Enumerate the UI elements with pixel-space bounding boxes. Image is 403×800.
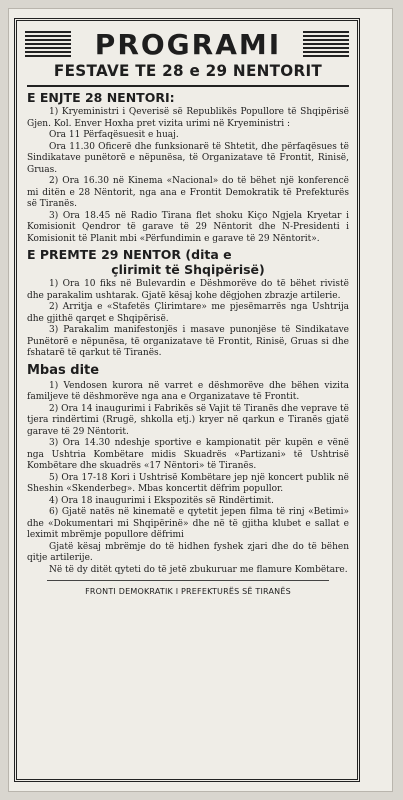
day1-heading: E ENJTE 28 NENTORI: — [27, 90, 175, 105]
day1-item-5: 3) Ora 18.45 në Radio Tirana flet shoku Kiço Ngjela Kryetar i Komisionit Qendror të garave të 29 Nëntorit dhe N-Presidenti i Komisionit të Planit mbi «Përfundimin e garave të 29 Nëntorit». — [27, 210, 349, 244]
day2-heading-line1: E PREMTE 29 NENTOR (dita e — [27, 247, 232, 262]
day1-item-1: 1) Kryeministri i Qeverisë së Republikës Popullore të Shqipërisë Gjen. Kol. Enver Hoxha pret vizita urimi në Kryeministri : — [27, 107, 349, 129]
divider — [27, 85, 349, 87]
afternoon-item-1: 1) Vendosen kurora në varret e dëshmorëve dhe bëhen vizita familjeve të dëshmorëve nga ana e Organizatave të Frontit. — [27, 380, 349, 402]
program-subtitle: FESTAVE TE 28 e 29 NENTORIT — [53, 61, 323, 80]
program-frame — [14, 18, 360, 782]
day1-item-4: 2) Ora 16.30 në Kinema «Nacional» do të bëhet një konferencë mi ditën e 28 Nëntorit, nga ana e Frontit Demokratik të Prefekturës së Tiranës. — [27, 176, 349, 209]
afternoon-item-8: Në të dy ditët qyteti do të jetë zbukuruar me flamure Kombëtare. — [49, 564, 348, 575]
decorative-hatch-right — [303, 31, 349, 57]
program-title: PROGRAMI — [94, 28, 282, 61]
decorative-hatch-left — [25, 31, 71, 57]
day2-item-2: 2) Arritja e «Stafetës Çlirimtare» me pjesëmarrës nga Ushtrija dhe gjithë qarqet e Shqipërisë. — [27, 302, 349, 324]
footer-rule — [47, 580, 329, 581]
day1-item-3: Ora 11.30 Oficerë dhe funksionarë të Shtetit, dhe përfaqësues të Sindikatave punëtorë e nëpunësa, të Organizatave të Frontit, Rinisë, Gruas. — [27, 141, 349, 175]
day2-item-3: 3) Parakalim manifestonjës i masave punonjëse të Sindikatave Punëtorë e nëpunësa, të organizatave të Frontit, Rinisë, Gruas si dhe fshatarë të qarkut të Tiranës. — [27, 325, 349, 358]
day1-item-2: Ora 11 Përfaqësuesit e huaj. — [49, 130, 179, 140]
day2-heading — [27, 247, 349, 277]
afternoon-item-5: 4) Ora 18 inaugurimi i Ekspozitës së Rindërtimit. — [49, 495, 274, 506]
afternoon-item-6: 6) Gjatë natës në kinematë e qytetit jepen filma të rinj «Betimi» dhe «Dokumentari mi Shqipërinë» dhe në të gjitha klubet e sallat e leximit mbrëmje popullore dëfrimi — [27, 507, 349, 540]
afternoon-item-2: 2) Ora 14 inaugurimi i Fabrikës së Vajit të Tiranës dhe veprave të tjera rindërtimi (Rrugë, shkolla etj.) kryer në qarkun e Tiranës gjatë garave të 29 Nëntorit. — [27, 403, 349, 437]
afternoon-item-3: 3) Ora 14.30 ndeshje sportive e kampionatit për kupën e vënë nga Ushtria Kombëtare midis Skuadrës «Partizani» të Ushtrisë Kombëtare dhe skuadrës «17 Nëntori» të Tiranës. — [27, 438, 349, 471]
day2-item-1: 1) Ora 10 fiks në Bulevardin e Dëshmorëve do të bëhet rivistë dhe parakalim ushtarak. Gjatë kësaj kohe dëgjohen zbrazje artilerie. — [27, 279, 349, 301]
footer-organization: FRONTI DEMOKRATIK I PREFEKTURËS SË TIRANËS — [85, 587, 291, 596]
afternoon-item-4: 5) Ora 17-18 Kori i Ushtrisë Kombëtare jep një koncert publik në Sheshin «Skenderbeg». Mbas koncertit dëfrim popullor. — [27, 472, 349, 494]
afternoon-item-7: Gjatë kësaj mbrëmje do të hidhen fyshek zjari dhe do të bëhen qitje artilerije. — [27, 541, 349, 563]
day2-heading-line2: çlirimit të Shqipërisë) — [111, 262, 265, 277]
afternoon-heading: Mbas dite — [27, 362, 100, 378]
